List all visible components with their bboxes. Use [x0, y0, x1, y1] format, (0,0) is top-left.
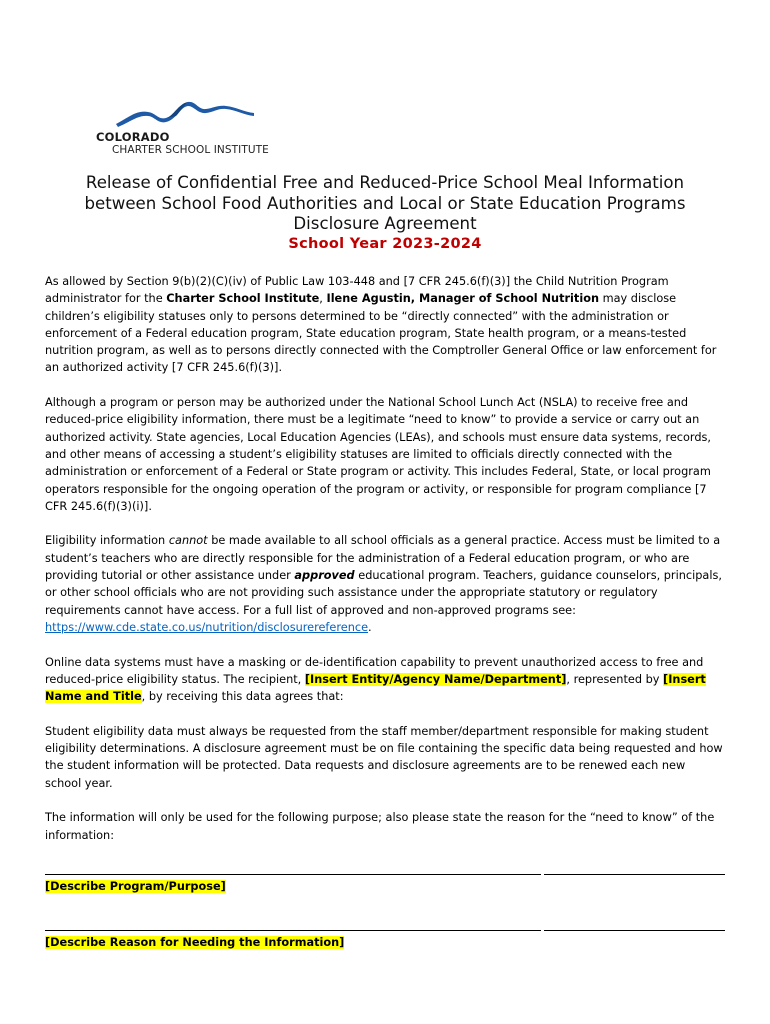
reason-placeholder[interactable]: [Describe Reason for Needing the Information] [45, 936, 345, 950]
p3-approved: approved [294, 569, 355, 583]
paragraph-online-systems [45, 654, 725, 706]
name-title-placeholder[interactable]: [Insert Name and Title [45, 672, 706, 704]
p1-text-e: may disclose children’s eligibility statuses only to persons determined to be “directly connected” with the administration or enforcement of a Federal education program, State education program, State health program, or a means-tested nutrition program, as well as to persons directly connected with the Comptroller General Office or law enforcement for an authorized activity [7 CFR 245.6(f)(3)]. [45, 292, 717, 375]
mountain-logo-icon [114, 96, 264, 130]
paragraph-requests: Student eligibility data must always be requested from the staff member/department responsible for making student eligibility determinations. A disclosure agreement must be on file containing the specific data being requested and how the student information will be protected. Data requests and disclosure agreements are to be renewed each new school year. [45, 724, 723, 790]
p3-text-e: educational program. Teachers, guidance counselors, principals, or other school officials who are not providing such assistance under the appropriate statutory or regulatory requirements cannot have access. For a full list of approved and non-approved programs see: [45, 569, 722, 617]
p4-text-c: , represented by [566, 672, 664, 686]
title-line-3: Disclosure Agreement [293, 214, 477, 233]
paragraph-need-to-know: Although a program or person may be authorized under the National School Lunch Act (NSLA) to receive free and reduced-price eligibility information, there must be a legitimate “need to know” to provide a service or carry out an authorized activity. State agencies, Local Education Agencies (LEAs), and schools must ensure data systems, records, and other means of accessing a student’s eligibility statuses are limited to officials directly connected with the administration or enforcement of a Federal or State program or activity. This includes Federal, State, or local program operators responsible for the ongoing operation of the program or activity, or responsible for program compliance [7 CFR 245.6(f)(3)(i)]. [45, 396, 712, 513]
program-purpose-placeholder[interactable]: [Describe Program/Purpose] [45, 879, 226, 893]
entity-placeholder[interactable]: [Insert Entity/Agency Name/Department] [304, 672, 567, 686]
p1-text-a: As allowed by Section 9(b)(2)(C)(iv) of Public Law 103-448 and [7 CFR 245.6(f)(3)] the Child Nutrition Program administrator for the [45, 275, 669, 306]
org-name-line1: COLORADO [96, 130, 170, 144]
paragraph-eligibility-access [45, 532, 725, 636]
p1-entity: Charter School Institute [166, 292, 320, 306]
document-title [40, 173, 730, 235]
p3-text-f: . [368, 620, 372, 634]
p4-text-a: Online data systems must have a masking or de-identification capability to prevent unauthorized access to free and reduced-price eligibility status. The recipient, [45, 655, 704, 686]
p3-text-c: be made available to all school officials as a general practice. Access must be limited to a student’s teachers who are directly responsible for the administration of a Federal education program, or who are providing tutorial or other assistance under [45, 534, 721, 583]
title-line-1: Release of Confidential Free and Reduced-Price School Meal Information [85, 173, 685, 192]
program-fill-line[interactable] [45, 866, 725, 878]
p1-text-c: , [319, 292, 327, 306]
p1-administrator: Ilene Agustin, Manager of School Nutrition [326, 292, 600, 306]
p4-text-e: , by receiving this data agrees that: [141, 690, 344, 704]
p3-cannot: cannot [168, 534, 208, 548]
org-name-line2: CHARTER SCHOOL INSTITUTE [112, 144, 269, 156]
paragraph-authority [45, 273, 725, 377]
reason-fill-line[interactable] [45, 922, 725, 934]
title-line-2: between School Food Authorities and Local or State Education Programs [84, 193, 686, 213]
p3-text-a: Eligibility information [45, 534, 169, 548]
document-body [45, 273, 725, 969]
csi-logo [92, 96, 282, 162]
paragraph-purpose: The information will only be used for the following purpose; also please state the reason for the “need to know” of the information: [45, 811, 715, 842]
disclosure-reference-link[interactable]: https://www.cde.state.co.us/nutrition/disclosurereference [45, 620, 369, 634]
school-year: School Year 2023-2024 [288, 236, 482, 252]
